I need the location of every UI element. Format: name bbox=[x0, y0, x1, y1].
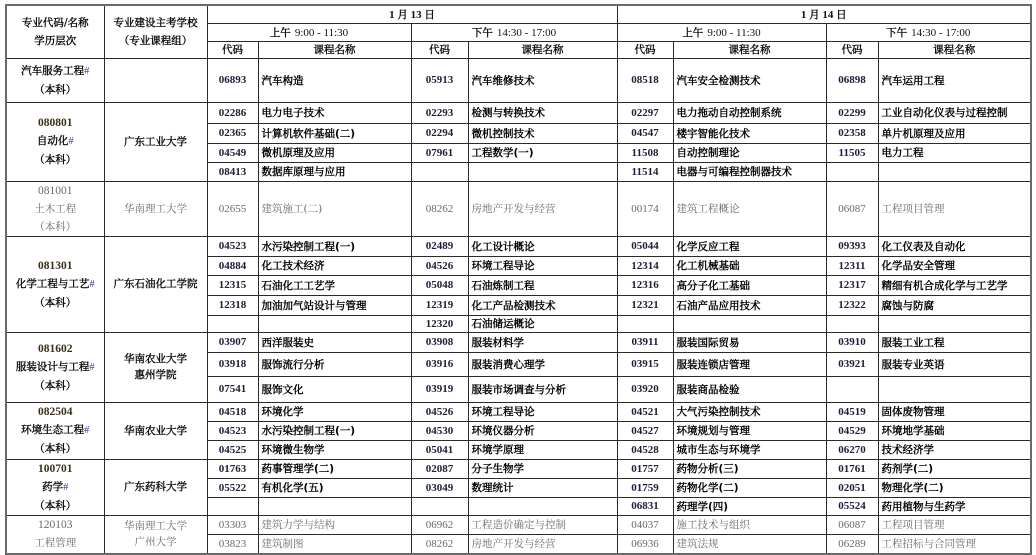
course-code: 08413 bbox=[207, 162, 258, 181]
course-name: 药事管理学(二) bbox=[258, 459, 411, 478]
course-code: 06087 bbox=[826, 181, 878, 236]
course-name bbox=[878, 162, 1031, 181]
course-name: 固体废物管理 bbox=[878, 402, 1031, 421]
course-code: 03911 bbox=[617, 332, 673, 352]
course-code: 04527 bbox=[617, 421, 673, 440]
major-hash-mark: # bbox=[84, 425, 90, 436]
course-code bbox=[826, 376, 878, 402]
course-code: 12322 bbox=[826, 295, 878, 315]
course-name: 化工仪表及自动化 bbox=[878, 236, 1031, 256]
course-code: 03919 bbox=[411, 376, 468, 402]
course-name: 房地产开发与经营 bbox=[468, 181, 617, 236]
course-code: 03915 bbox=[617, 352, 673, 376]
course-name: 环境学原理 bbox=[468, 440, 617, 459]
major-name: 化学工程与工艺 bbox=[15, 277, 90, 290]
course-code: 01763 bbox=[207, 459, 258, 478]
course-code bbox=[826, 315, 878, 332]
course-name: 服装国际贸易 bbox=[673, 332, 826, 352]
slot-header-0 bbox=[207, 23, 411, 41]
course-code: 02489 bbox=[411, 236, 468, 256]
major-name: 环境生态工程 bbox=[21, 424, 85, 436]
header-school-line1: 专业建设主考学校 bbox=[113, 16, 198, 29]
school-name: 广东药科大学 bbox=[124, 481, 187, 493]
course-name bbox=[468, 497, 617, 515]
code-column-label: 代码 bbox=[617, 41, 673, 58]
major-name-line bbox=[7, 62, 104, 81]
course-name: 药物化学(二) bbox=[673, 478, 826, 497]
course-name: 建筑法规 bbox=[673, 534, 826, 554]
major-name: 服装设计与工程 bbox=[15, 360, 90, 373]
header-major-line2: 学历层次 bbox=[34, 34, 77, 47]
code-column-label: 代码 bbox=[411, 41, 468, 58]
course-name: 药用植物与生药学 bbox=[878, 497, 1031, 515]
course-name: 服饰流行分析 bbox=[258, 352, 411, 376]
course-name: 物理化学(二) bbox=[878, 478, 1031, 497]
course-name: 工业自动化仪表与过程控制 bbox=[878, 102, 1031, 123]
course-code: 04521 bbox=[617, 402, 673, 421]
course-code: 12317 bbox=[826, 275, 878, 295]
course-name: 化工产品检测技术 bbox=[468, 295, 617, 315]
course-name: 电力电子技术 bbox=[258, 102, 411, 123]
course-name: 汽车维修技术 bbox=[468, 58, 617, 102]
course-name: 房地产开发与经营 bbox=[468, 534, 617, 554]
course-name: 环境工程导论 bbox=[468, 256, 617, 275]
course-name: 环境化学 bbox=[258, 402, 411, 421]
course-name: 工程项目管理 bbox=[878, 181, 1031, 236]
course-name: 药理学(四) bbox=[673, 497, 826, 515]
course-name: 腐蚀与防腐 bbox=[878, 295, 1031, 315]
header-school bbox=[104, 5, 207, 58]
major-cell bbox=[6, 236, 104, 332]
course-code: 12314 bbox=[617, 256, 673, 275]
course-code: 06898 bbox=[826, 58, 878, 102]
course-code: 05522 bbox=[207, 478, 258, 497]
course-code: 12316 bbox=[617, 275, 673, 295]
course-name: 汽车安全检测技术 bbox=[673, 58, 826, 102]
major-cell bbox=[6, 515, 104, 554]
course-name bbox=[258, 497, 411, 515]
course-code: 04525 bbox=[207, 440, 258, 459]
date-month-label: 月 bbox=[809, 8, 820, 21]
major-hash-mark: # bbox=[89, 278, 95, 290]
header-school-line2: （专业课程组） bbox=[118, 34, 193, 47]
course-name: 施工技术与组织 bbox=[673, 515, 826, 534]
course-name: 城市生态与环境学 bbox=[673, 440, 826, 459]
school-name: 广东石油化工学院 bbox=[113, 278, 198, 290]
school-cell bbox=[104, 402, 207, 459]
course-name: 水污染控制工程(一) bbox=[258, 421, 411, 440]
course-code: 03910 bbox=[826, 332, 878, 352]
course-name: 服装连锁店管理 bbox=[673, 352, 826, 376]
course-name: 水污染控制工程(一) bbox=[258, 236, 411, 256]
course-code: 06289 bbox=[826, 534, 878, 554]
major-name-line bbox=[7, 275, 104, 294]
slot-header-3 bbox=[826, 23, 1031, 41]
course-name: 石油炼制工程 bbox=[468, 275, 617, 295]
course-code bbox=[826, 162, 878, 181]
school-cell bbox=[104, 181, 207, 236]
school-name: 华南农业大学 bbox=[124, 424, 187, 437]
major-name-line bbox=[7, 200, 104, 218]
course-code: 03049 bbox=[411, 478, 468, 497]
school-cell bbox=[104, 236, 207, 332]
course-code: 06962 bbox=[411, 515, 468, 534]
course-name: 化学反应工程 bbox=[673, 236, 826, 256]
major-name-line bbox=[7, 478, 104, 497]
course-name bbox=[258, 315, 411, 332]
major-cell bbox=[6, 402, 104, 459]
course-code: 12315 bbox=[207, 275, 258, 295]
course-name: 精细有机合成化学与工艺学 bbox=[878, 275, 1031, 295]
course-name: 石油产品应用技术 bbox=[673, 295, 826, 315]
table-row bbox=[6, 181, 1031, 236]
course-code: 03907 bbox=[207, 332, 258, 352]
name-column-label: 课程名称 bbox=[258, 41, 411, 58]
course-name bbox=[673, 315, 826, 332]
course-code: 07961 bbox=[411, 143, 468, 162]
course-name: 微机控制技术 bbox=[468, 123, 617, 143]
course-name: 石油储运概论 bbox=[468, 315, 617, 332]
course-code: 04530 bbox=[411, 421, 468, 440]
course-code: 07541 bbox=[207, 376, 258, 402]
course-name: 建筑力学与结构 bbox=[258, 515, 411, 534]
course-name: 楼宇智能化技术 bbox=[673, 123, 826, 143]
major-name-line bbox=[7, 421, 104, 440]
course-name: 药剂学(二) bbox=[878, 459, 1031, 478]
major-level: （本科） bbox=[34, 154, 77, 166]
course-code: 04526 bbox=[411, 402, 468, 421]
slot-header-2 bbox=[617, 23, 826, 41]
course-name: 有机化学(五) bbox=[258, 478, 411, 497]
course-code bbox=[411, 162, 468, 181]
school-cell bbox=[104, 459, 207, 515]
table-body bbox=[6, 58, 1031, 554]
course-code bbox=[207, 497, 258, 515]
course-code: 05041 bbox=[411, 440, 468, 459]
slot-time: 14:30 - 17:00 bbox=[911, 26, 971, 39]
course-name: 汽车运用工程 bbox=[878, 58, 1031, 102]
school-name: 广东工业大学 bbox=[124, 135, 187, 148]
major-cell bbox=[6, 181, 104, 236]
course-code: 08262 bbox=[411, 534, 468, 554]
code-column-label: 代码 bbox=[207, 41, 258, 58]
course-name: 汽车构造 bbox=[258, 58, 411, 102]
course-code: 01759 bbox=[617, 478, 673, 497]
major-code: 081301 bbox=[38, 259, 73, 272]
header-major-line1: 专业代码/名称 bbox=[21, 16, 89, 29]
slot-header-1 bbox=[411, 23, 617, 41]
course-name: 环境微生物学 bbox=[258, 440, 411, 459]
major-name: 汽车服务工程 bbox=[21, 64, 85, 77]
school-cell bbox=[104, 515, 207, 554]
table-row bbox=[6, 236, 1031, 256]
course-code: 02087 bbox=[411, 459, 468, 478]
course-code: 03918 bbox=[207, 352, 258, 376]
course-code: 06936 bbox=[617, 534, 673, 554]
course-code: 12321 bbox=[617, 295, 673, 315]
course-code bbox=[411, 497, 468, 515]
course-name: 环境仪器分析 bbox=[468, 421, 617, 440]
major-level: （本科） bbox=[34, 379, 77, 392]
course-code: 02299 bbox=[826, 102, 878, 123]
course-name: 微机原理及应用 bbox=[258, 143, 411, 162]
course-name: 数据库原理与应用 bbox=[258, 162, 411, 181]
course-code: 05524 bbox=[826, 497, 878, 515]
course-code: 05048 bbox=[411, 275, 468, 295]
course-name: 环境地学基础 bbox=[878, 421, 1031, 440]
course-code: 11514 bbox=[617, 162, 673, 181]
date-day-label: 日 bbox=[836, 8, 847, 21]
course-name: 自动控制理论 bbox=[673, 143, 826, 162]
major-level: （本科） bbox=[34, 443, 77, 455]
school-name: 广州大学 bbox=[134, 536, 177, 549]
course-code: 11505 bbox=[826, 143, 878, 162]
course-name: 工程招标与合同管理 bbox=[878, 534, 1031, 554]
slot-time: 14:30 - 17:00 bbox=[496, 26, 557, 39]
date-month: 1 bbox=[800, 8, 807, 21]
course-code bbox=[207, 315, 258, 332]
course-name bbox=[468, 162, 617, 181]
slot-time: 9:00 - 11:30 bbox=[294, 26, 349, 39]
school-name: 华南理工大学 bbox=[124, 520, 187, 533]
table-row bbox=[6, 402, 1031, 421]
table-row bbox=[6, 459, 1031, 478]
course-code: 01761 bbox=[826, 459, 878, 478]
table-row bbox=[6, 332, 1031, 352]
major-code: 082504 bbox=[38, 406, 73, 418]
course-code: 08262 bbox=[411, 181, 468, 236]
slot-period: 上午 bbox=[269, 26, 291, 39]
date-month: 1 bbox=[389, 8, 395, 21]
table-header bbox=[6, 5, 1031, 58]
course-code: 12311 bbox=[826, 256, 878, 275]
course-code bbox=[617, 315, 673, 332]
course-name: 加油加气站设计与管理 bbox=[258, 295, 411, 315]
major-name: 自动化 bbox=[36, 135, 69, 147]
course-code: 02286 bbox=[207, 102, 258, 123]
header-date-2 bbox=[617, 5, 1031, 23]
course-name: 服装专业英语 bbox=[878, 352, 1031, 376]
slot-period: 上午 bbox=[682, 26, 704, 39]
course-code: 03921 bbox=[826, 352, 878, 376]
course-code: 03920 bbox=[617, 376, 673, 402]
table-row bbox=[6, 515, 1031, 534]
course-code: 04529 bbox=[826, 421, 878, 440]
course-name: 数理统计 bbox=[468, 478, 617, 497]
school-name: 惠州学院 bbox=[134, 369, 177, 381]
course-name: 检测与转换技术 bbox=[468, 102, 617, 123]
course-name: 建筑工程概论 bbox=[673, 181, 826, 236]
school-cell bbox=[104, 332, 207, 402]
school-name: 华南理工大学 bbox=[124, 202, 187, 215]
course-name: 建筑制图 bbox=[258, 534, 411, 554]
school-name: 华南农业大学 bbox=[124, 353, 187, 365]
course-name: 药物分析(三) bbox=[673, 459, 826, 478]
school-cell bbox=[104, 102, 207, 181]
table-row bbox=[6, 58, 1031, 102]
slot-period: 下午 bbox=[471, 26, 493, 39]
exam-schedule-table bbox=[5, 4, 1032, 555]
major-name-line bbox=[7, 534, 104, 552]
course-name: 高分子化工基础 bbox=[673, 275, 826, 295]
course-code: 04884 bbox=[207, 256, 258, 275]
major-code: 080801 bbox=[38, 117, 73, 129]
course-code: 04523 bbox=[207, 236, 258, 256]
course-code: 03823 bbox=[207, 534, 258, 554]
header-date-1 bbox=[207, 5, 617, 23]
major-name-line bbox=[7, 358, 104, 377]
header-major bbox=[6, 5, 104, 58]
course-code: 02655 bbox=[207, 181, 258, 236]
course-code: 02365 bbox=[207, 123, 258, 143]
date-day: 14 bbox=[822, 8, 834, 21]
major-code: 100701 bbox=[38, 462, 73, 475]
course-code: 11508 bbox=[617, 143, 673, 162]
course-code: 06087 bbox=[826, 515, 878, 534]
course-code: 12318 bbox=[207, 295, 258, 315]
major-name-line bbox=[7, 132, 104, 151]
major-level: （本科） bbox=[34, 83, 77, 96]
name-column-label: 课程名称 bbox=[878, 41, 1031, 58]
slot-period: 下午 bbox=[886, 26, 908, 39]
slot-time: 9:00 - 11:30 bbox=[707, 26, 761, 39]
course-code: 12320 bbox=[411, 315, 468, 332]
major-cell bbox=[6, 102, 104, 181]
code-column-label: 代码 bbox=[826, 41, 878, 58]
table-row bbox=[6, 102, 1031, 123]
course-name: 建筑施工(二) bbox=[258, 181, 411, 236]
course-name: 服装材料学 bbox=[468, 332, 617, 352]
course-name: 工程数学(一) bbox=[468, 143, 617, 162]
course-code: 01757 bbox=[617, 459, 673, 478]
course-name: 西洋服装史 bbox=[258, 332, 411, 352]
course-name: 环境工程导论 bbox=[468, 402, 617, 421]
major-hash-mark: # bbox=[68, 136, 74, 147]
course-code: 04526 bbox=[411, 256, 468, 275]
course-name bbox=[878, 376, 1031, 402]
course-code: 12319 bbox=[411, 295, 468, 315]
major-code: 081001 bbox=[38, 184, 73, 197]
course-name: 大气污染控制技术 bbox=[673, 402, 826, 421]
date-day-label: 日 bbox=[424, 8, 435, 21]
course-code: 04528 bbox=[617, 440, 673, 459]
major-cell bbox=[6, 459, 104, 515]
course-name: 化工设计概论 bbox=[468, 236, 617, 256]
course-code: 02051 bbox=[826, 478, 878, 497]
course-code: 04549 bbox=[207, 143, 258, 162]
course-code: 06893 bbox=[207, 58, 258, 102]
course-name bbox=[878, 315, 1031, 332]
major-level: （本科） bbox=[34, 499, 77, 512]
course-code: 04519 bbox=[826, 402, 878, 421]
major-cell bbox=[6, 332, 104, 402]
course-name: 服饰文化 bbox=[258, 376, 411, 402]
course-code: 04547 bbox=[617, 123, 673, 143]
major-cell bbox=[6, 58, 104, 102]
course-code: 02293 bbox=[411, 102, 468, 123]
course-name: 分子生物学 bbox=[468, 459, 617, 478]
major-hash-mark: # bbox=[84, 65, 90, 77]
name-column-label: 课程名称 bbox=[468, 41, 617, 58]
major-name: 药学 bbox=[42, 480, 64, 493]
course-name: 化工技术经济 bbox=[258, 256, 411, 275]
course-name: 电力工程 bbox=[878, 143, 1031, 162]
school-cell bbox=[104, 58, 207, 102]
course-name: 工程项目管理 bbox=[878, 515, 1031, 534]
name-column-label: 课程名称 bbox=[673, 41, 826, 58]
course-code: 05913 bbox=[411, 58, 468, 102]
course-name: 单片机原理及应用 bbox=[878, 123, 1031, 143]
course-name: 石油化工工艺学 bbox=[258, 275, 411, 295]
date-month-label: 月 bbox=[397, 8, 408, 21]
major-name: 工程管理 bbox=[34, 537, 77, 550]
course-code: 06831 bbox=[617, 497, 673, 515]
course-name: 电力拖动自动控制系统 bbox=[673, 102, 826, 123]
major-hash-mark: # bbox=[89, 361, 95, 373]
course-code: 02294 bbox=[411, 123, 468, 143]
major-hash-mark: # bbox=[63, 481, 69, 493]
course-code: 03303 bbox=[207, 515, 258, 534]
course-code: 03908 bbox=[411, 332, 468, 352]
course-code: 03916 bbox=[411, 352, 468, 376]
major-level: （本科） bbox=[34, 296, 77, 309]
course-code: 02358 bbox=[826, 123, 878, 143]
course-name: 工程造价确定与控制 bbox=[468, 515, 617, 534]
course-name: 化学品安全管理 bbox=[878, 256, 1031, 275]
course-code: 02297 bbox=[617, 102, 673, 123]
course-name: 计算机软件基础(二) bbox=[258, 123, 411, 143]
course-name: 环境规划与管理 bbox=[673, 421, 826, 440]
course-name: 服装工业工程 bbox=[878, 332, 1031, 352]
major-code: 081602 bbox=[38, 342, 73, 355]
course-name: 服装市场调查与分析 bbox=[468, 376, 617, 402]
course-code: 04037 bbox=[617, 515, 673, 534]
major-code: 120103 bbox=[38, 519, 73, 532]
course-name: 电器与可编程控制器技术 bbox=[673, 162, 826, 181]
major-name: 土木工程 bbox=[34, 202, 77, 215]
course-code: 04518 bbox=[207, 402, 258, 421]
course-code: 04523 bbox=[207, 421, 258, 440]
course-name: 化工机械基础 bbox=[673, 256, 826, 275]
course-code: 06270 bbox=[826, 440, 878, 459]
course-name: 服装消费心理学 bbox=[468, 352, 617, 376]
date-day: 13 bbox=[410, 8, 422, 21]
course-name: 服装商品检验 bbox=[673, 376, 826, 402]
course-name: 技术经济学 bbox=[878, 440, 1031, 459]
course-code: 05044 bbox=[617, 236, 673, 256]
major-level: （本科） bbox=[34, 220, 77, 233]
course-code: 08518 bbox=[617, 58, 673, 102]
course-code: 09393 bbox=[826, 236, 878, 256]
course-code: 00174 bbox=[617, 181, 673, 236]
